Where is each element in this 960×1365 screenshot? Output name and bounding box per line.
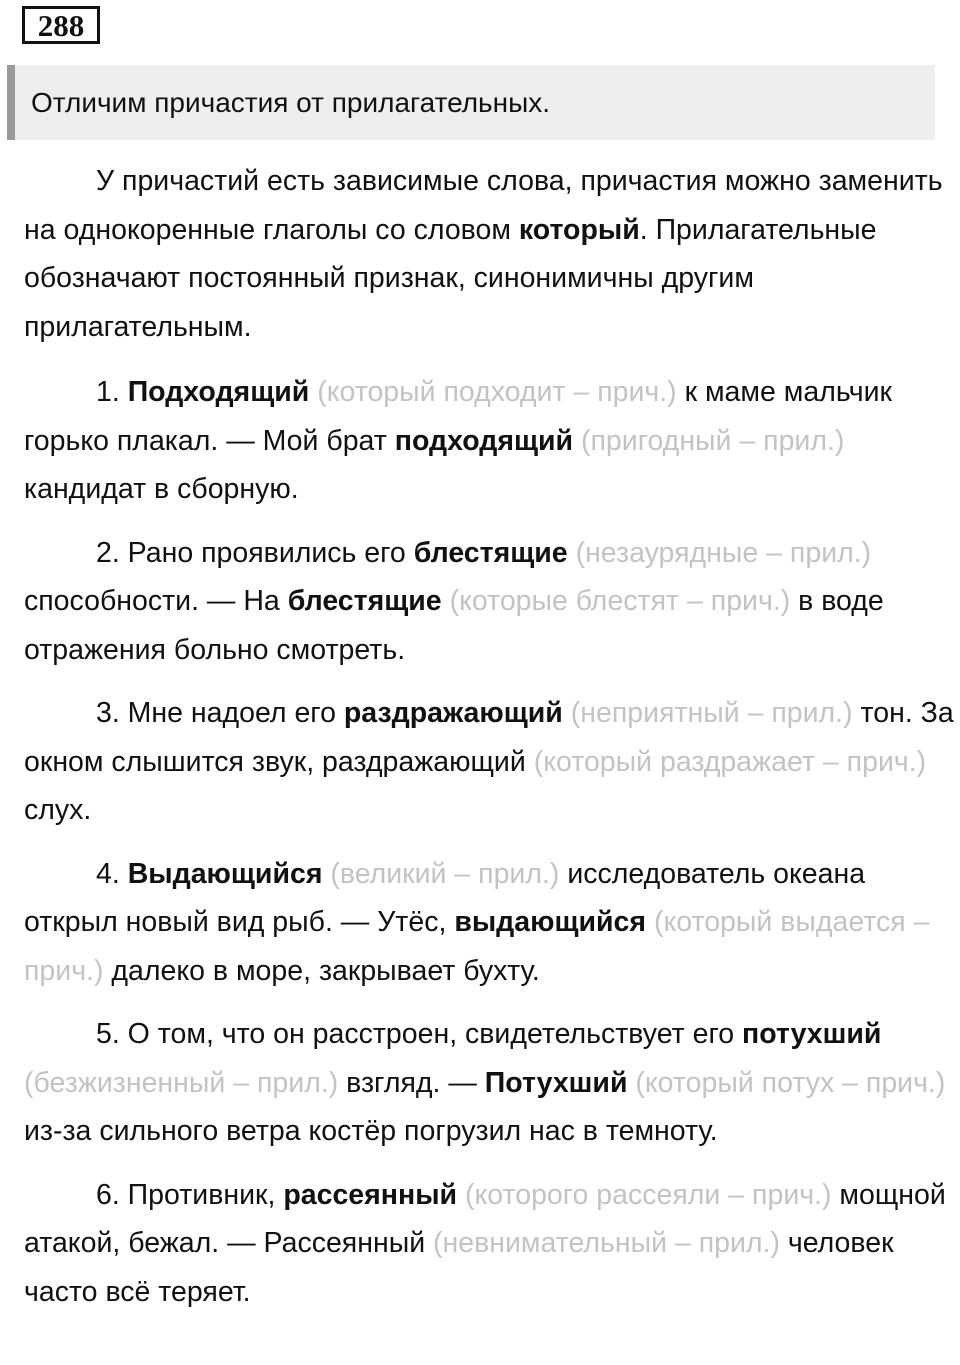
example-1: [24, 368, 960, 514]
sentence-text: из-за сильного ветра костёр погрузил нас в темноту.: [24, 1115, 718, 1147]
sentence-text: 1.: [96, 376, 128, 408]
sentence-text: кандидат в сборную.: [24, 473, 299, 505]
explanation-note: (пригодный – прил.): [581, 424, 845, 457]
explanation-note: (невнимательный – прил.): [433, 1227, 780, 1259]
explanation-note: (безжизненный – прил.): [24, 1066, 339, 1099]
task-heading: Отличим причастия от прилагательных.: [7, 65, 935, 140]
sentence-text: [646, 906, 654, 938]
key-word: Подходящий: [127, 376, 310, 408]
key-word: выдающийся: [454, 906, 647, 938]
key-word: рассеянный: [283, 1178, 458, 1211]
sentence-text: [309, 376, 317, 408]
explanation-note: (которые блестят – прич.): [449, 585, 791, 617]
sentence-text: взгляд. —: [338, 1066, 485, 1099]
explanation-note: (великий – прил.): [330, 857, 560, 890]
example-4: [24, 850, 960, 996]
key-word: потухший: [742, 1018, 882, 1050]
sentence-text: мощной атакой, бежал. — Рассеянный: [24, 1178, 946, 1259]
exercise-number: 288: [22, 6, 100, 44]
sentence-text: тон. За окном слышится звук, раздражающий: [24, 697, 954, 778]
example-3: [24, 689, 960, 835]
example-6: [24, 1171, 960, 1317]
explanation-note: (незаурядные – прил.): [575, 536, 872, 569]
key-word: подходящий: [394, 424, 574, 457]
key-word: Выдающийся: [127, 857, 323, 890]
sentence-text: [442, 585, 450, 617]
explanation-note: (который подходит – прич.): [317, 376, 677, 408]
sentence-text: 4.: [96, 857, 128, 890]
explanation-note: (который потух – прич.): [635, 1066, 946, 1099]
intro-bold: который: [518, 213, 640, 246]
sentence-text: 3. Мне надоел его: [96, 697, 344, 729]
sentence-text: слух.: [24, 794, 92, 826]
sentence-text: [457, 1179, 465, 1211]
sentence-text: исследователь океана открыл новый вид рыб. — Утёс,: [24, 857, 866, 938]
sentence-text: в воде отражения больно смотреть.: [24, 585, 884, 666]
key-word: блестящие: [287, 585, 442, 617]
sentence-text: 2. Рано проявились его: [96, 536, 414, 569]
sentence-text: к маме мальчик горько плакал. — Мой брат: [24, 376, 893, 457]
sentence-text: способности. — На: [24, 585, 288, 617]
example-2: [24, 529, 960, 675]
key-word: блестящие: [413, 536, 568, 569]
key-word: Потухший: [484, 1066, 628, 1099]
sentence-text: [573, 425, 581, 457]
content: [24, 157, 960, 1331]
intro-paragraph: [24, 157, 960, 351]
explanation-note: (которого рассеяли – прич.): [464, 1178, 832, 1211]
intro-after: . Прилагательные обозначают постоянный признак, синонимичны другим прилагательным.: [24, 213, 877, 343]
sentence-text: 5. О том, что он расстроен, свидетельствует его: [96, 1018, 742, 1050]
key-word: раздражающий: [343, 697, 563, 729]
sentence-text: [568, 537, 576, 569]
sentence-text: далеко в море, закрывает бухту.: [103, 954, 540, 987]
example-5: [24, 1010, 960, 1156]
sentence-text: [563, 697, 571, 729]
explanation-note: (неприятный – прил.): [570, 697, 853, 729]
sentence-text: человек часто всё теряет.: [24, 1227, 894, 1308]
intro-before: У причастий есть зависимые слова, причастия можно заменить на однокоренные глаголы со словом: [24, 165, 943, 246]
explanation-note: (который раздражает – прич.): [533, 745, 927, 778]
examples-list: [24, 368, 960, 1316]
sentence-text: 6. Противник,: [96, 1178, 284, 1211]
explanation-note: (который выдается – прич.): [24, 906, 930, 987]
